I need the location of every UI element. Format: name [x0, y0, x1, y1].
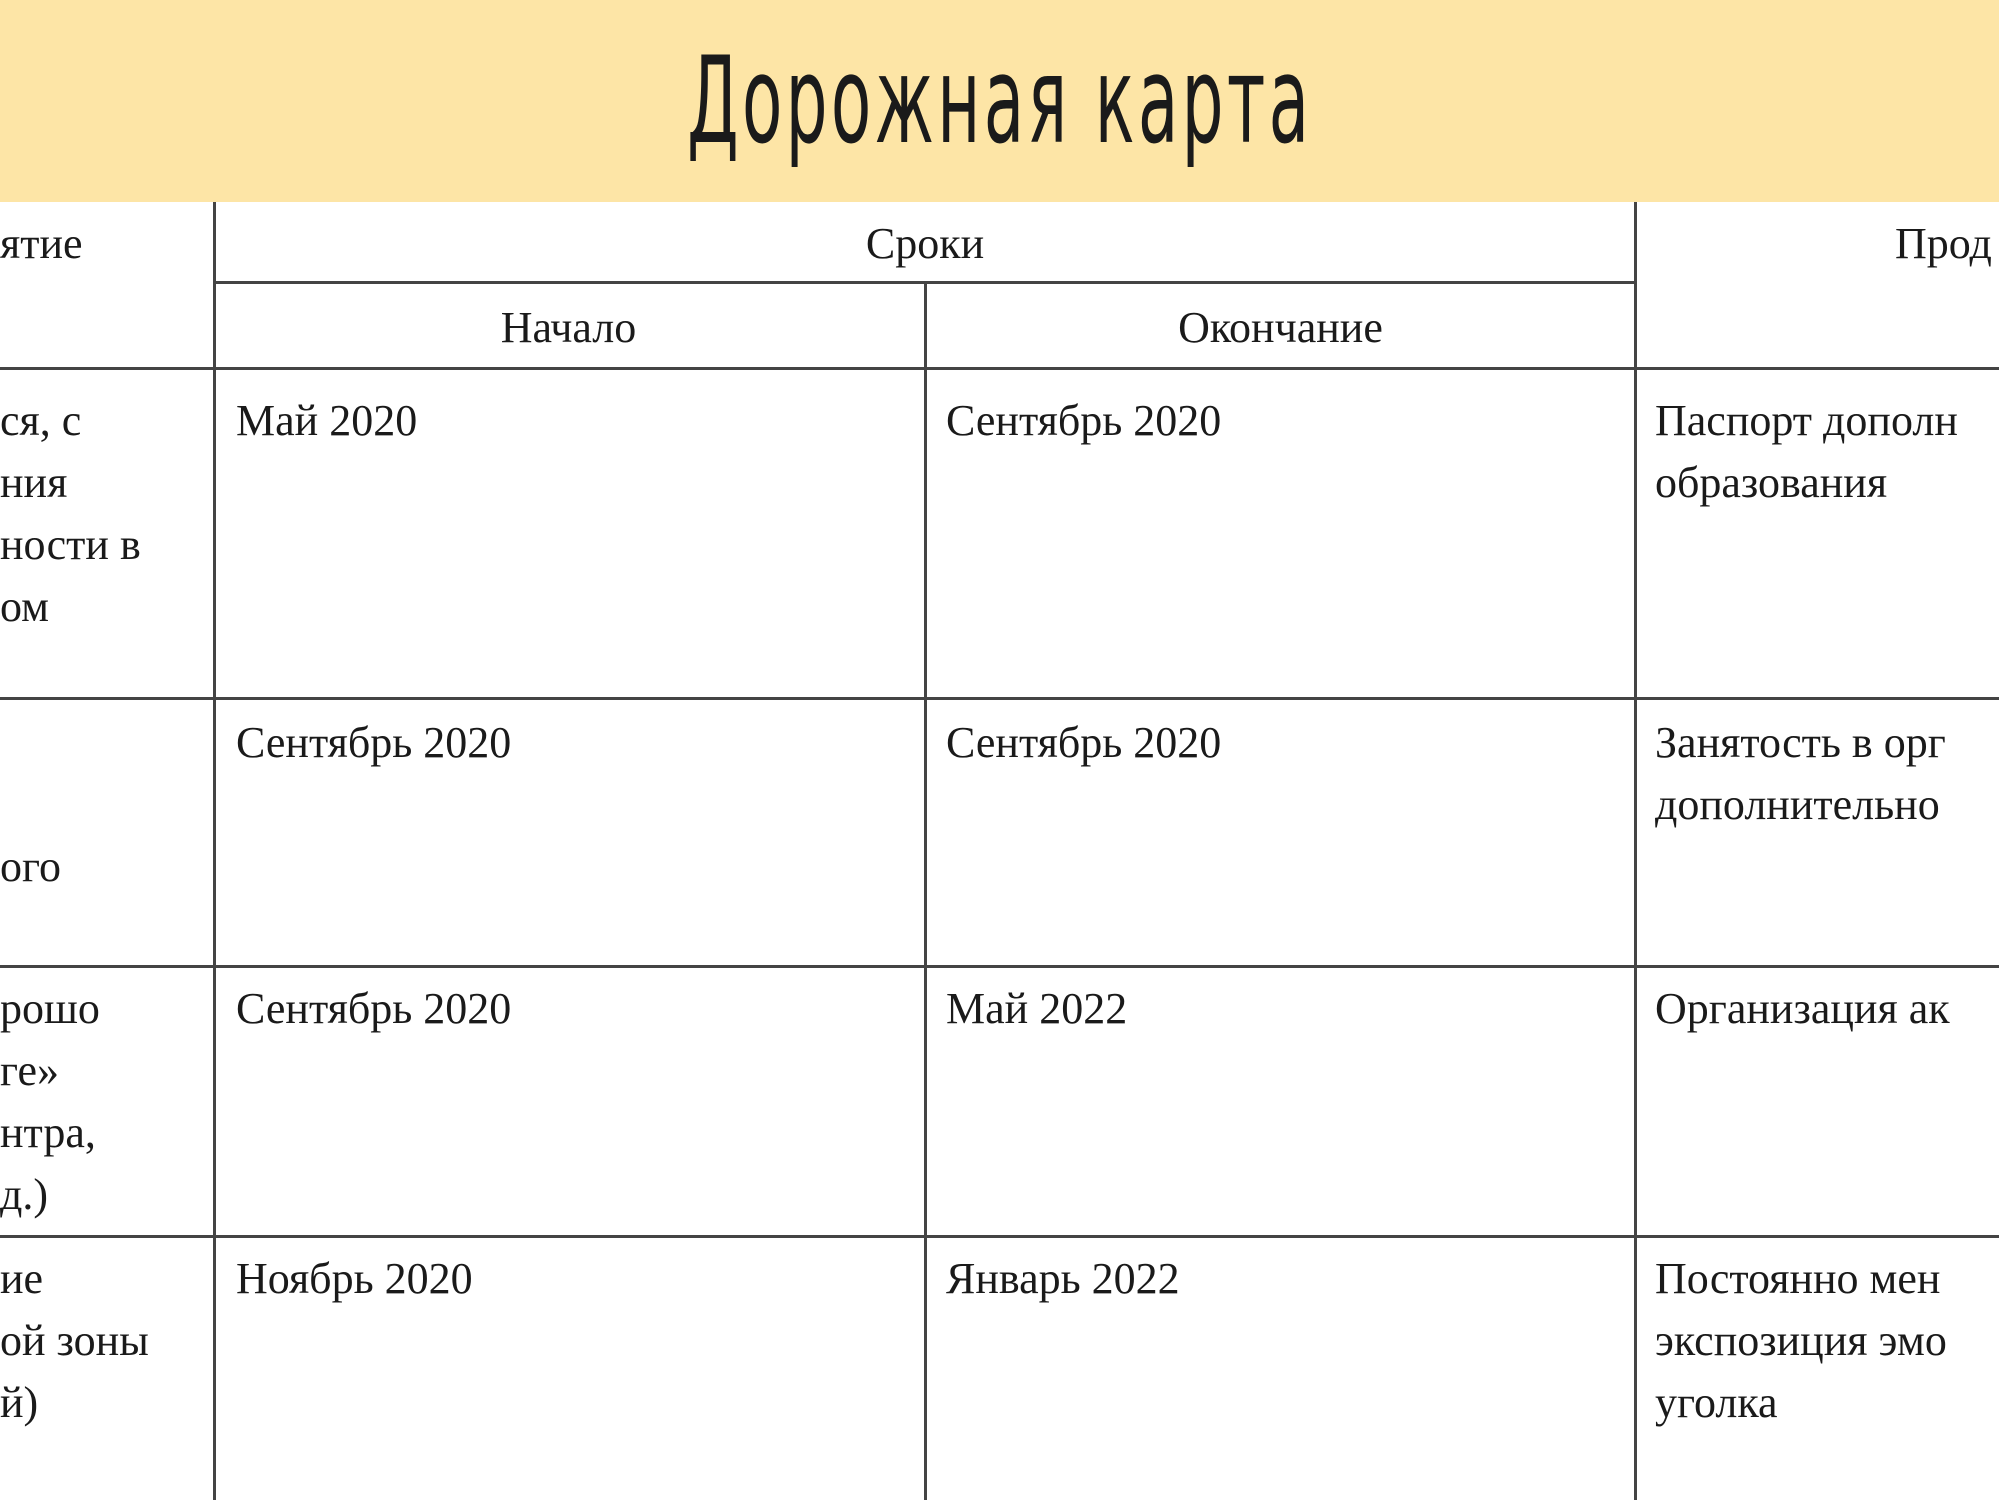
row4-end: Январь 2022	[946, 1254, 1180, 1303]
table-divider-v1	[213, 202, 216, 1500]
row1-event-line-1: ся, с	[0, 396, 82, 445]
row3-event-line-2: ге»	[0, 1046, 59, 1095]
header-terms: Сроки	[865, 219, 985, 268]
header-product-fragment: Прод	[1895, 219, 1992, 268]
row1-event-line-2: ния	[0, 458, 68, 507]
row1-product-line-2: образования	[1655, 458, 1888, 507]
row4-start: Ноябрь 2020	[236, 1254, 473, 1303]
row1-product-line-1: Паспорт дополн	[1655, 396, 1958, 445]
row1-end: Сентябрь 2020	[946, 396, 1222, 445]
header-event-fragment: ятие	[0, 219, 83, 268]
row2-end: Сентябрь 2020	[946, 718, 1222, 767]
row2-product-line-1: Занятость в орг	[1655, 718, 1946, 767]
terms-subheader-line	[213, 281, 1637, 284]
row3-event-cell	[0, 968, 212, 1234]
row3-start: Сентябрь 2020	[236, 984, 512, 1033]
row1-event-line-4: ом	[0, 582, 50, 631]
row2-event-cell	[0, 700, 212, 964]
row4-event-line-1: ие	[0, 1254, 44, 1303]
row4-product-line-3: уголка	[1655, 1378, 1778, 1427]
row1-event-line-3: ности в	[0, 520, 141, 569]
row4-event-cell	[0, 1238, 212, 1500]
row2-start: Сентябрь 2020	[236, 718, 512, 767]
row2-event-line-3: ого	[0, 842, 61, 891]
page-title-text: Дорожная карта	[687, 31, 1313, 171]
row3-product-line-1: Организация ак	[1655, 984, 1950, 1033]
row3-event-line-3: нтра,	[0, 1108, 96, 1157]
row4-event-line-3: й)	[0, 1378, 39, 1427]
row2-product-line-2: дополнительно	[1655, 780, 1940, 829]
header-start: Начало	[500, 303, 637, 352]
row3-end: Май 2022	[946, 984, 1128, 1033]
row3-event-line-4: д.)	[0, 1170, 49, 1219]
row3-product-cell	[1637, 968, 1999, 1234]
row4-product-line-2: экспозиция эмо	[1655, 1316, 1947, 1365]
row4-product-line-1: Постоянно мен	[1655, 1254, 1941, 1303]
row2-product-cell	[1637, 700, 1999, 964]
row3-event-line-1: рошо	[0, 984, 100, 1033]
row4-product-cell	[1637, 1238, 1999, 1500]
table-divider-v2	[924, 282, 927, 1500]
row4-event-line-2: ой зоны	[0, 1316, 149, 1365]
row1-event-cell	[0, 370, 212, 696]
row1-start: Май 2020	[236, 396, 418, 445]
row1-product-cell	[1637, 370, 1999, 696]
header-end: Окончание	[1178, 303, 1383, 352]
